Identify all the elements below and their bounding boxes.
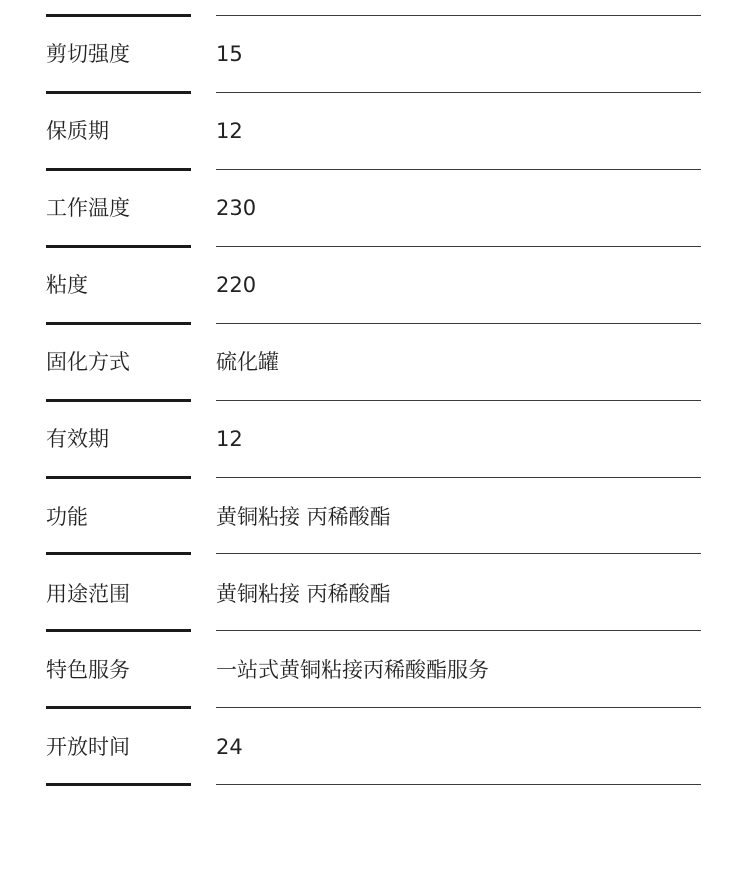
spec-value: 黄铜粘接 丙稀酸酯 bbox=[216, 582, 391, 606]
spec-label: 特色服务 bbox=[46, 658, 130, 682]
row-divider-right bbox=[216, 630, 701, 631]
spec-value: 黄铜粘接 丙稀酸酯 bbox=[216, 505, 391, 529]
spec-label: 保质期 bbox=[46, 119, 109, 143]
spec-row-function bbox=[0, 479, 750, 556]
spec-row-opening-hours bbox=[0, 709, 750, 786]
spec-row-working-temperature bbox=[0, 170, 750, 247]
spec-label: 剪切强度 bbox=[46, 42, 130, 66]
spec-value: 15 bbox=[216, 42, 243, 66]
spec-row-shelf-life bbox=[0, 93, 750, 170]
spec-row-validity-period bbox=[0, 401, 750, 478]
spec-label: 有效期 bbox=[46, 427, 109, 451]
spec-label: 粘度 bbox=[46, 273, 88, 297]
spec-label: 开放时间 bbox=[46, 735, 130, 759]
spec-row-shear-strength bbox=[0, 16, 750, 93]
spec-label: 功能 bbox=[46, 505, 88, 529]
spec-row-featured-service bbox=[0, 632, 750, 709]
spec-row-viscosity bbox=[0, 247, 750, 324]
row-divider-left bbox=[46, 552, 191, 555]
spec-label: 用途范围 bbox=[46, 582, 130, 606]
spec-value: 12 bbox=[216, 119, 243, 143]
spec-value: 硫化罐 bbox=[216, 350, 279, 374]
spec-value: 一站式黄铜粘接丙稀酸酯服务 bbox=[216, 658, 489, 682]
row-divider-right bbox=[216, 707, 701, 708]
row-divider-left bbox=[46, 783, 191, 786]
spec-value: 12 bbox=[216, 427, 243, 451]
spec-value: 230 bbox=[216, 196, 257, 220]
row-divider-right bbox=[216, 553, 701, 554]
row-divider-right bbox=[216, 784, 701, 785]
spec-value: 220 bbox=[216, 273, 257, 297]
spec-label: 固化方式 bbox=[46, 350, 130, 374]
spec-label: 工作温度 bbox=[46, 196, 130, 220]
spec-value: 24 bbox=[216, 735, 243, 759]
row-divider-right bbox=[216, 477, 701, 478]
spec-row-application-scope bbox=[0, 556, 750, 633]
spec-row-curing-method bbox=[0, 324, 750, 401]
